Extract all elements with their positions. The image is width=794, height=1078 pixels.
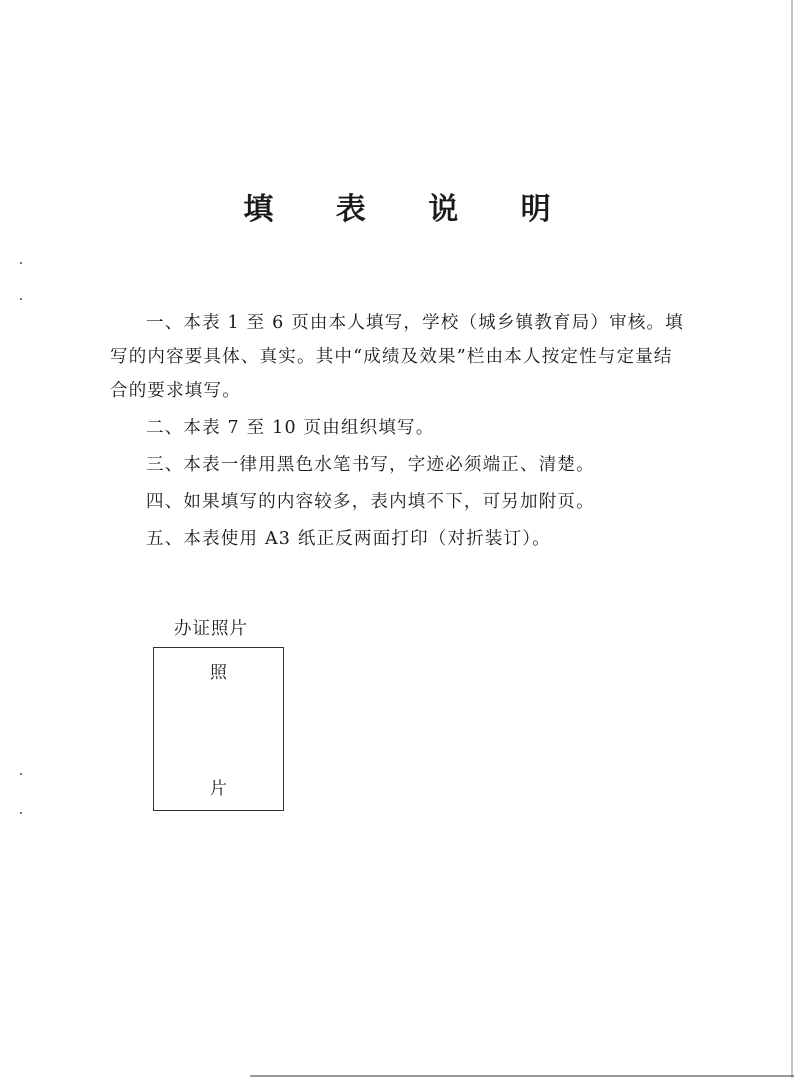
photo-label: 办证照片 [174,619,248,639]
photo-box [153,647,284,811]
scan-speck [20,298,22,300]
instruction-item-3: 三、本表一律用黑色水笔书写，字迹必须端正、清楚。 [146,455,595,475]
instruction-item-4: 四、如果填写的内容较多，表内填不下，可另加附页。 [146,492,595,512]
scan-speck [20,773,22,775]
photo-box-top-char: 照 [210,663,227,683]
page-title: 填 表 说 明 [243,192,577,227]
instruction-item-1: 一、本表 1 至 6 页由本人填写，学校（城乡镇教育局）审核。填写的内容要具体、真实。其中“成绩及效果”栏由本人按定性与定量结合的要求填写。 [110,313,684,401]
instructions-section [110,306,690,559]
scan-edge-right [791,0,793,1078]
scan-edge-bottom [250,1075,794,1077]
instruction-item-2: 二、本表 7 至 10 页由组织填写。 [146,418,435,438]
scan-speck [20,262,22,264]
scan-speck [20,812,22,814]
photo-box-bottom-char: 片 [210,779,227,799]
instruction-item-5: 五、本表使用 A3 纸正反两面打印（对折装订）。 [146,529,551,549]
